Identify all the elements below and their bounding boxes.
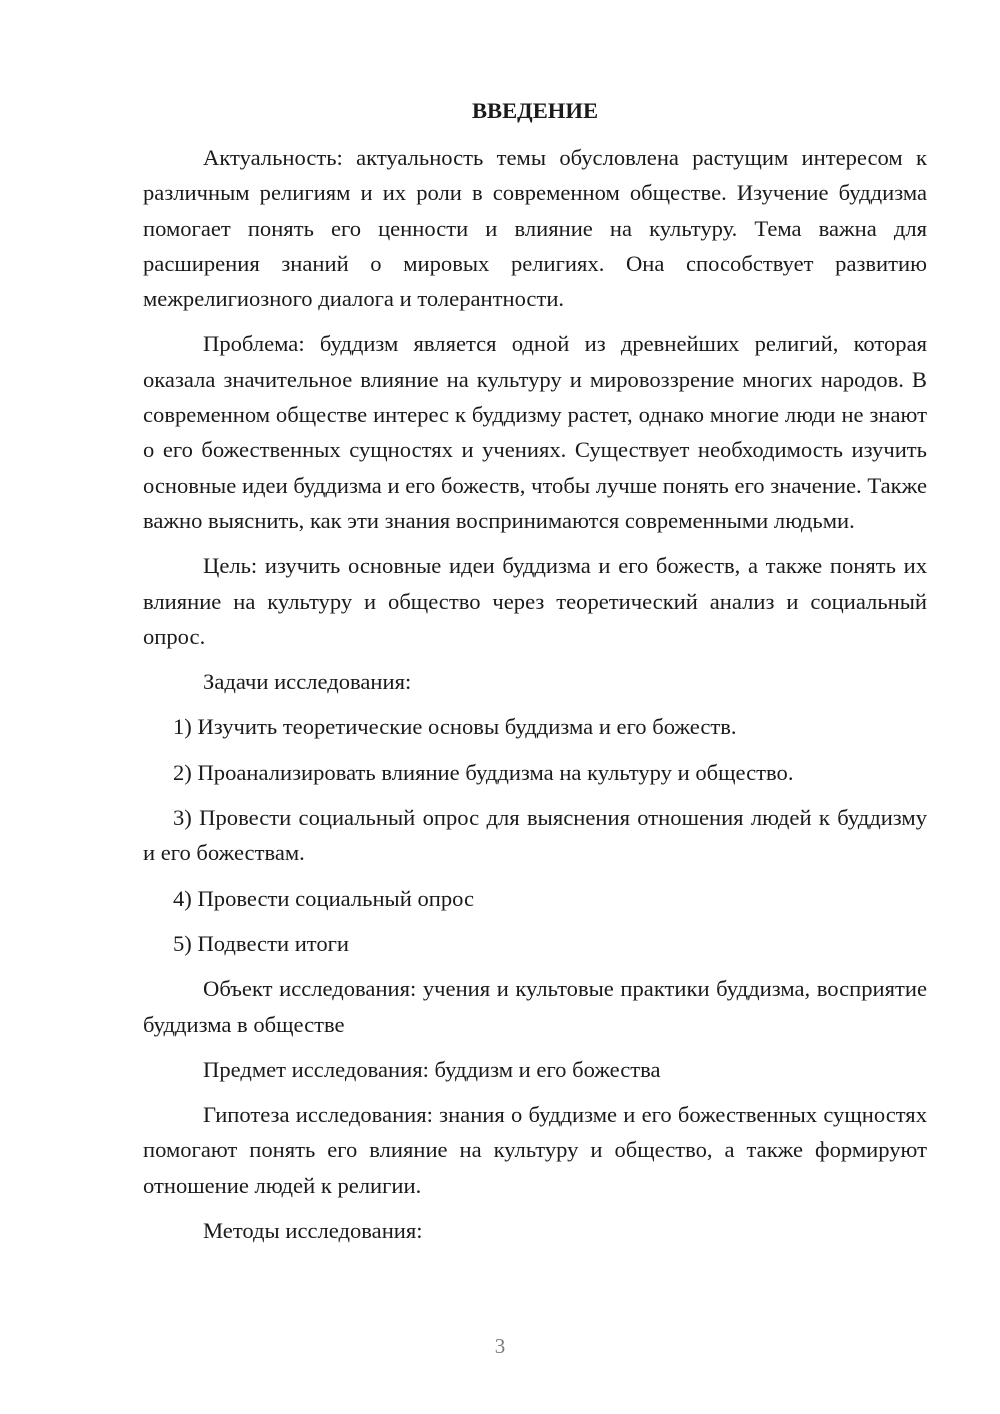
object-paragraph: Объект исследования: учения и культовые практики буддизма, восприятие буддизма в обществе [143,976,927,1037]
tasks-title: Задачи исследования: [203,669,412,695]
section-heading: ВВЕДЕНИЕ [471,98,599,123]
task-item-5: 5) Подвести итоги [173,930,350,956]
task-item-2: 2) Проанализировать влияние буддизма на культуру и общество. [173,759,794,785]
task-item-1: 1) Изучить теоретические основы буддизма и его божеств. [173,714,737,740]
document-body [143,96,927,1258]
subject-paragraph: Предмет исследования: буддизм и его божества [203,1056,661,1082]
task-item-3: 3) Провести социальный опрос для выяснения отношения людей к буддизму и его божествам. [143,805,927,866]
relevance-paragraph: Актуальность: актуальность темы обусловлена растущим интересом к различным религиям и их роли в современном обществе. Изучение буддизма помогает понять его ценности и влияние на культуру. Тема важна для расширения знаний о мировых религиях. Она способствует развитию межрелигиозного диалога и толерантности. [143,145,927,312]
methods-title: Методы исследования: [203,1218,423,1244]
hypothesis-paragraph: Гипотеза исследования: знания о буддизме и его божественных сущностях помогают понять его влияние на культуру и общество, а также формируют отношение людей к религии. [143,1102,927,1198]
goal-paragraph: Цель: изучить основные идеи буддизма и его божеств, а также понять их влияние на культуру и общество через теоретический анализ и социальный опрос. [143,553,927,649]
page-number: 3 [494,1334,506,1358]
problem-paragraph: Проблема: буддизм является одной из древнейших религий, которая оказала значительное влияние на культуру и мировоззрение многих народов. В современном обществе интерес к буддизму растет, однако многие люди не знают о его божественных сущностях и учениях. Существует необходимость изучить основные идеи буддизма и его божеств, чтобы лучше понять его значение. Также важно выяснить, как эти знания воспринимаются современными людьми. [143,331,927,533]
task-item-4: 4) Провести социальный опрос [173,885,475,911]
